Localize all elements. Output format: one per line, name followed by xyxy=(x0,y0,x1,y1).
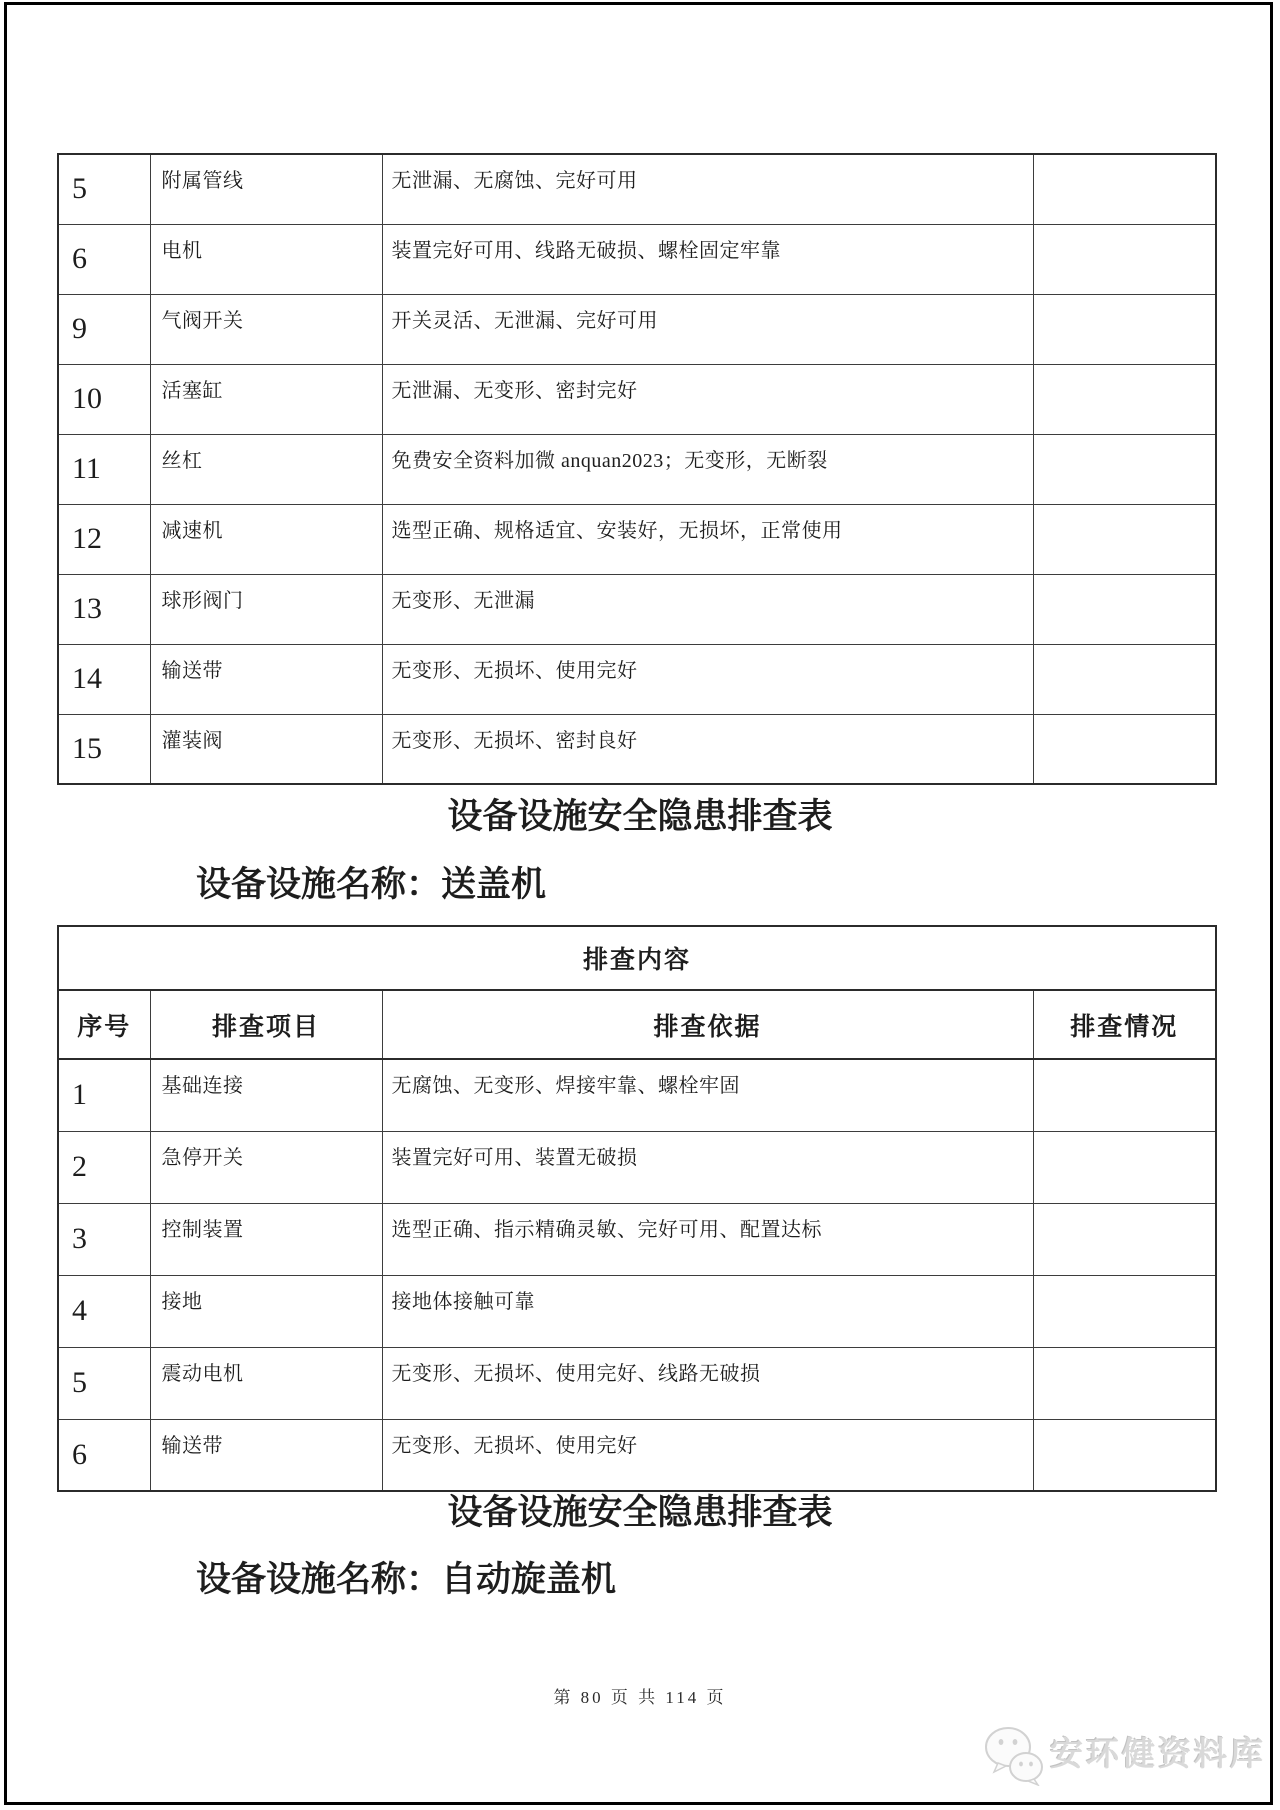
inspection-status-cell xyxy=(1033,1419,1216,1491)
row-number: 5 xyxy=(58,1347,150,1419)
inspection-item: 气阀开关 xyxy=(150,294,382,364)
column-header-no: 序号 xyxy=(58,990,150,1059)
wechat-icon xyxy=(984,1724,1046,1786)
table-row xyxy=(58,714,1216,784)
table-row xyxy=(58,574,1216,644)
inspection-status-cell xyxy=(1033,434,1216,504)
inspection-basis: 装置完好可用、装置无破损 xyxy=(382,1131,1033,1203)
inspection-basis: 无变形、无损坏、使用完好、线路无破损 xyxy=(382,1347,1033,1419)
inspection-basis: 装置完好可用、线路无破损、螺栓固定牢靠 xyxy=(382,224,1033,294)
inspection-item: 基础连接 xyxy=(150,1059,382,1131)
table-row xyxy=(58,224,1216,294)
inspection-status-cell xyxy=(1033,294,1216,364)
row-number: 10 xyxy=(58,364,150,434)
inspection-item: 控制装置 xyxy=(150,1203,382,1275)
inspection-basis: 无泄漏、无变形、密封完好 xyxy=(382,364,1033,434)
row-number: 12 xyxy=(58,504,150,574)
inspection-table xyxy=(57,925,1217,1492)
table-row xyxy=(58,1275,1216,1347)
inspection-status-cell xyxy=(1033,364,1216,434)
inspection-status-cell xyxy=(1033,1347,1216,1419)
inspection-status-cell xyxy=(1033,224,1216,294)
table-span-header-row xyxy=(58,926,1216,990)
inspection-item: 电机 xyxy=(150,224,382,294)
equipment-name-label: 设备设施名称：自动旋盖机 xyxy=(196,1560,617,1599)
row-number: 15 xyxy=(58,714,150,784)
watermark xyxy=(984,1724,1266,1786)
column-header-basis: 排查依据 xyxy=(382,990,1033,1059)
inspection-table-continued xyxy=(57,153,1217,785)
inspection-item: 急停开关 xyxy=(150,1131,382,1203)
inspection-status-cell xyxy=(1033,504,1216,574)
inspection-basis: 无腐蚀、无变形、焊接牢靠、螺栓牢固 xyxy=(382,1059,1033,1131)
inspection-status-cell xyxy=(1033,1059,1216,1131)
row-number: 11 xyxy=(58,434,150,504)
inspection-basis: 无泄漏、无腐蚀、完好可用 xyxy=(382,154,1033,224)
inspection-item: 接地 xyxy=(150,1275,382,1347)
row-number: 9 xyxy=(58,294,150,364)
table-row xyxy=(58,1131,1216,1203)
inspection-basis: 无变形、无损坏、使用完好 xyxy=(382,1419,1033,1491)
table-row xyxy=(58,294,1216,364)
row-number: 6 xyxy=(58,224,150,294)
inspection-status-cell xyxy=(1033,1131,1216,1203)
row-number: 2 xyxy=(58,1131,150,1203)
inspection-basis: 无变形、无损坏、密封良好 xyxy=(382,714,1033,784)
table-row xyxy=(58,1059,1216,1131)
span-header: 排查内容 xyxy=(58,926,1216,990)
inspection-status-cell xyxy=(1033,714,1216,784)
section-title: 设备设施安全隐患排查表 xyxy=(447,797,833,836)
inspection-basis: 选型正确、指示精确灵敏、完好可用、配置达标 xyxy=(382,1203,1033,1275)
inspection-item: 输送带 xyxy=(150,1419,382,1491)
inspection-item: 震动电机 xyxy=(150,1347,382,1419)
inspection-status-cell xyxy=(1033,644,1216,714)
inspection-item: 输送带 xyxy=(150,644,382,714)
watermark-text: 安环健资料库 xyxy=(1050,1737,1266,1773)
table-row xyxy=(58,154,1216,224)
inspection-item: 活塞缸 xyxy=(150,364,382,434)
table-row xyxy=(58,1347,1216,1419)
inspection-status-cell xyxy=(1033,154,1216,224)
inspection-basis: 无变形、无泄漏 xyxy=(382,574,1033,644)
table-row xyxy=(58,1203,1216,1275)
inspection-item: 附属管线 xyxy=(150,154,382,224)
row-number: 4 xyxy=(58,1275,150,1347)
inspection-item: 丝杠 xyxy=(150,434,382,504)
inspection-status-cell xyxy=(1033,1203,1216,1275)
inspection-item: 灌装阀 xyxy=(150,714,382,784)
inspection-basis: 选型正确、规格适宜、安装好，无损坏，正常使用 xyxy=(382,504,1033,574)
table-row xyxy=(58,364,1216,434)
row-number: 5 xyxy=(58,154,150,224)
equipment-name-label: 设备设施名称：送盖机 xyxy=(196,865,547,904)
inspection-basis: 接地体接触可靠 xyxy=(382,1275,1033,1347)
inspection-basis: 无变形、无损坏、使用完好 xyxy=(382,644,1033,714)
inspection-basis: 开关灵活、无泄漏、完好可用 xyxy=(382,294,1033,364)
table-row xyxy=(58,434,1216,504)
table-header-row xyxy=(58,990,1216,1059)
row-number: 1 xyxy=(58,1059,150,1131)
row-number: 3 xyxy=(58,1203,150,1275)
table-row xyxy=(58,504,1216,574)
table-row xyxy=(58,1419,1216,1491)
table-row xyxy=(58,644,1216,714)
row-number: 14 xyxy=(58,644,150,714)
inspection-status-cell xyxy=(1033,574,1216,644)
row-number: 13 xyxy=(58,574,150,644)
column-header-status: 排查情况 xyxy=(1033,990,1216,1059)
inspection-item: 减速机 xyxy=(150,504,382,574)
inspection-basis: 免费安全资料加微 anquan2023；无变形，无断裂 xyxy=(382,434,1033,504)
inspection-item: 球形阀门 xyxy=(150,574,382,644)
row-number: 6 xyxy=(58,1419,150,1491)
inspection-status-cell xyxy=(1033,1275,1216,1347)
section-title: 设备设施安全隐患排查表 xyxy=(447,1493,833,1532)
column-header-item: 排查项目 xyxy=(150,990,382,1059)
page-number-footer: 第 80 页 共 114 页 xyxy=(553,1688,727,1707)
